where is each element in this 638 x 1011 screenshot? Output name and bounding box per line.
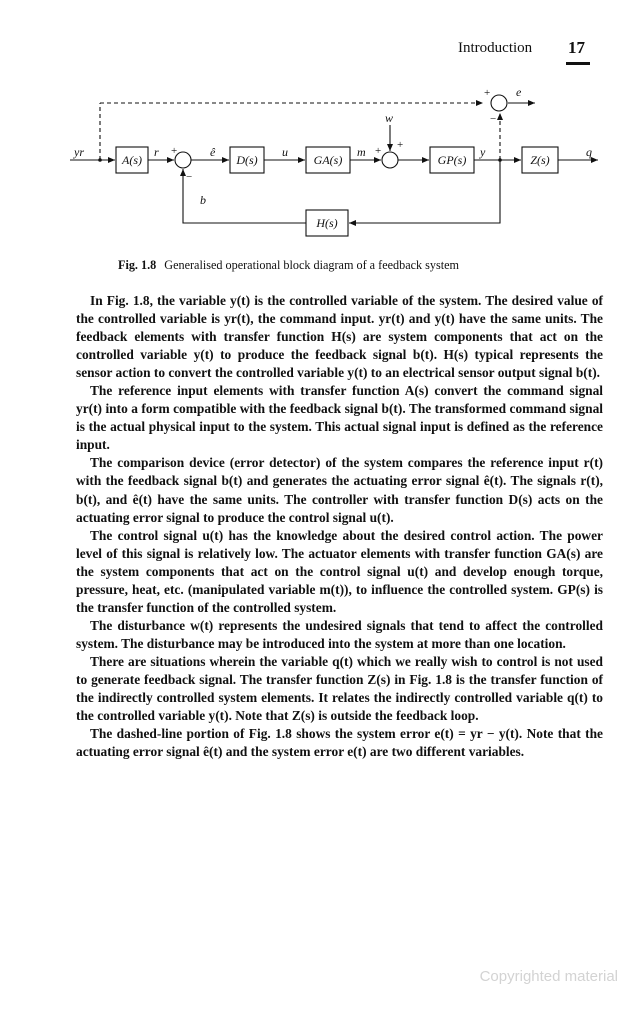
signal-r: r bbox=[154, 145, 159, 159]
error-minus-sign: − bbox=[490, 113, 497, 125]
block-ga-label: GA(s) bbox=[313, 153, 343, 167]
paragraph-2: The reference input elements with transfer function A(s) convert the command signal yr(t) into a form compatible with the feedback signal b(t). The transformed command signal is the actual physical input to the system. This actual signal input is defined as the reference input. bbox=[76, 383, 603, 453]
block-gp-label: GP(s) bbox=[437, 153, 467, 167]
paragraph-3: The comparison device (error detector) of the system compares the reference input r(t) with the feedback signal b(t) and generates the actuating error signal ê(t). The signals r(t), b(t), and ê(t) have the same units. The controller with transfer function D(s) acts on the actuating error signal to produce the control signal u(t). bbox=[76, 455, 603, 525]
paragraph-4: The control signal u(t) has the knowledge about the desired control action. The power level of this signal is relatively low. The actuator elements with transfer function GA(s) are the system components that act on the control signal u(t) and develop enough torque, pressure, heat, etc. (manipulated variable m(t)), to influence the controlled system. GP(s) is the transfer function of the controlled system. bbox=[76, 527, 603, 615]
signal-m: m bbox=[357, 145, 366, 159]
signal-e: e bbox=[516, 85, 522, 99]
block-h-label: H(s) bbox=[316, 216, 338, 230]
body-text bbox=[76, 292, 603, 761]
comparator bbox=[175, 152, 191, 168]
comparator-plus-sign: + bbox=[171, 145, 178, 157]
figure-caption-text: Generalised operational block diagram of a feedback system bbox=[164, 258, 460, 272]
disturbance-plus-left: + bbox=[375, 145, 382, 157]
page-header bbox=[0, 38, 638, 68]
block-z-label: Z(s) bbox=[530, 153, 550, 167]
section-title: Introduction bbox=[458, 40, 533, 56]
page-number-rule bbox=[566, 62, 590, 65]
block-d-label: D(s) bbox=[236, 153, 258, 167]
error-summing-junction bbox=[491, 95, 507, 111]
signal-q: q bbox=[586, 145, 592, 159]
signal-b: b bbox=[200, 193, 206, 207]
comparator-minus-sign: − bbox=[186, 171, 193, 183]
copyright-watermark: Copyrighted material bbox=[479, 968, 618, 985]
signal-ehat: ê bbox=[210, 145, 216, 159]
yr-branch-point bbox=[98, 158, 102, 162]
signal-y: y bbox=[480, 145, 486, 159]
figure-caption bbox=[118, 258, 588, 273]
paragraph-6: There are situations wherein the variable q(t) which we really wish to control is not used to generate feedback signal. The transfer function Z(s) in Fig. 1.8 is the transfer function of the indirectly controlled system elements. It relates the indirectly controlled variable q(t) to the controlled variable y(t). Note that Z(s) is outside the feedback loop. bbox=[76, 653, 603, 724]
y-branch-point bbox=[498, 158, 502, 162]
page-number: 17 bbox=[568, 38, 585, 57]
figure-number: Fig. 1.8 bbox=[118, 258, 157, 272]
disturbance-junction bbox=[382, 152, 398, 168]
block-a-label: A(s) bbox=[122, 153, 142, 167]
paragraph-5: The disturbance w(t) represents the undesired signals that tend to affect the controlled system. The disturbance may be introduced into the system at more than one location. bbox=[76, 617, 603, 651]
block-diagram bbox=[0, 70, 638, 260]
error-plus-sign: + bbox=[484, 87, 491, 99]
feedback-takeoff bbox=[349, 160, 500, 223]
paragraph-7: The dashed-line portion of Fig. 1.8 shows the system error e(t) = yr − y(t). Note that the actuating error signal ê(t) and the system error e(t) are two different variables. bbox=[76, 726, 603, 760]
disturbance-plus-top: + bbox=[397, 139, 404, 151]
signal-yr: yr bbox=[74, 145, 84, 159]
signal-u: u bbox=[282, 145, 288, 159]
paragraph-1: In Fig. 1.8, the variable y(t) is the controlled variable of the system. The desired value of the controlled variable is yr(t), the command input. yr(t) and y(t) have the same units. The feedback elements with transfer function H(s) are system components that act on the controlled variable y(t) to produce the feedback signal b(t). H(s) typical represents the sensor action to convert the controlled variable y(t) to an electrical sensor output signal b(t). bbox=[76, 293, 603, 381]
signal-w: w bbox=[385, 111, 394, 125]
